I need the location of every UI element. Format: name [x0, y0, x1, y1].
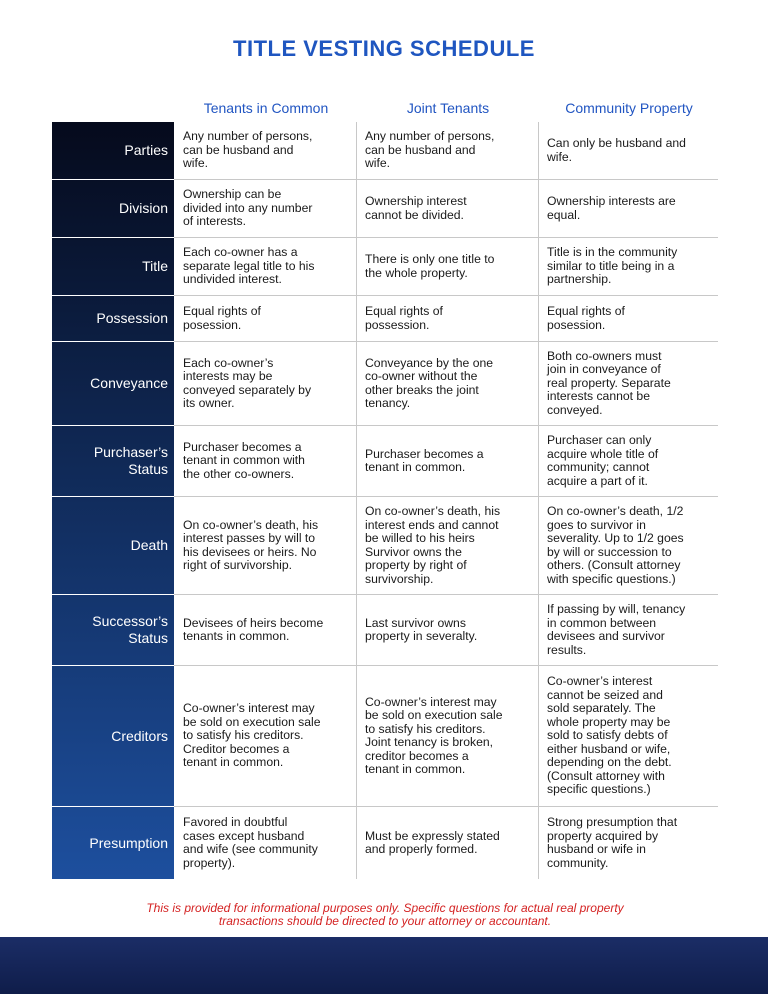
table-cell: Co-owner’s interest may be sold on execution sale to satisfy his creditors. Joint tenancy is broken, creditor becomes a tenant in common.: [356, 666, 538, 806]
table-cell: Equal rights of posession.: [174, 296, 356, 341]
table-cell: Strong presumption that property acquired by husband or wife in community.: [538, 807, 718, 879]
table-cell: Title is in the community similar to title being in a partnership.: [538, 238, 718, 295]
table-cell: Each co-owner’s interests may be conveyed separately by its owner.: [174, 342, 356, 425]
table-row-division: [52, 180, 718, 238]
table-cell: Can only be husband and wife.: [538, 122, 718, 179]
row-label: Death: [52, 497, 174, 595]
row-label: Purchaser’s Status: [52, 426, 174, 497]
row-label: Possession: [52, 296, 174, 342]
table-cell: Ownership can be divided into any number of interests.: [174, 180, 356, 237]
table-cell: Conveyance by the one co-owner without the other breaks the joint tenancy.: [356, 342, 538, 425]
column-header-joint-tenants: Joint Tenants: [406, 100, 490, 116]
table-cell: Equal rights of possession.: [356, 296, 538, 341]
table-row-presumption: [52, 807, 718, 879]
table-row-successors-status: [52, 595, 718, 666]
table-cell: Last survivor owns property in severalty.: [356, 595, 538, 665]
table-row-parties: [52, 122, 718, 180]
table-cell: On co-owner’s death, 1/2 goes to survivor in severality. Up to 1/2 goes by will or succession to others. (Consult attorney with specific questions.): [538, 497, 718, 594]
table-row-creditors: [52, 666, 718, 807]
table-cell: Devisees of heirs become tenants in common.: [174, 595, 356, 665]
table-cell: Purchaser becomes a tenant in common.: [356, 426, 538, 496]
table-cell: On co-owner’s death, his interest ends and cannot be willed to his heirs Survivor owns the property by right of survivorship.: [356, 497, 538, 594]
vesting-table: [52, 122, 718, 879]
table-cell: Ownership interest cannot be divided.: [356, 180, 538, 237]
table-cell: Any number of persons, can be husband and wife.: [356, 122, 538, 179]
table-row-title: [52, 238, 718, 296]
table-row-conveyance: [52, 342, 718, 426]
disclaimer-text: This is provided for informational purposes only. Specific questions for actual real property transactions should be directed to your attorney or accountant.: [146, 901, 624, 928]
row-label: Conveyance: [52, 342, 174, 426]
row-label: Title: [52, 238, 174, 296]
table-row-purchasers-status: [52, 426, 718, 497]
table-cell: There is only one title to the whole property.: [356, 238, 538, 295]
table-cell: If passing by will, tenancy in common between devisees and survivor results.: [538, 595, 718, 665]
table-cell: Any number of persons, can be husband and wife.: [174, 122, 356, 179]
column-header-tenants-in-common: Tenants in Common: [203, 100, 329, 116]
column-header-community-property: Community Property: [565, 100, 693, 116]
page-title: TITLE VESTING SCHEDULE: [233, 36, 535, 61]
table-cell: Co-owner’s interest cannot be seized and sold separately. The whole property may be sold to satisfy debts of either husband or wife, depending on the debt. (Consult attorney with specific questions.): [538, 666, 718, 806]
table-cell: Equal rights of posession.: [538, 296, 718, 341]
row-label: Successor’s Status: [52, 595, 174, 666]
table-cell: On co-owner’s death, his interest passes by will to his devisees or heirs. No right of survivorship.: [174, 497, 356, 594]
table-cell: Purchaser becomes a tenant in common with the other co-owners.: [174, 426, 356, 496]
row-label: Division: [52, 180, 174, 238]
table-cell: Must be expressly stated and properly formed.: [356, 807, 538, 879]
row-label: Creditors: [52, 666, 174, 807]
table-cell: Co-owner’s interest may be sold on execution sale to satisfy his creditors. Creditor becomes a tenant in common.: [174, 666, 356, 806]
row-label: Presumption: [52, 807, 174, 880]
table-cell: Both co-owners must join in conveyance of real property. Separate interests cannot be conveyed.: [538, 342, 718, 425]
row-label: Parties: [52, 122, 174, 180]
table-cell: Purchaser can only acquire whole title of community; cannot acquire a part of it.: [538, 426, 718, 496]
table-row-death: [52, 497, 718, 595]
table-cell: Each co-owner has a separate legal title to his undivided interest.: [174, 238, 356, 295]
table-cell: Favored in doubtful cases except husband and wife (see community property).: [174, 807, 356, 879]
table-row-possession: [52, 296, 718, 342]
table-cell: Ownership interests are equal.: [538, 180, 718, 237]
footer-band: [0, 937, 768, 994]
